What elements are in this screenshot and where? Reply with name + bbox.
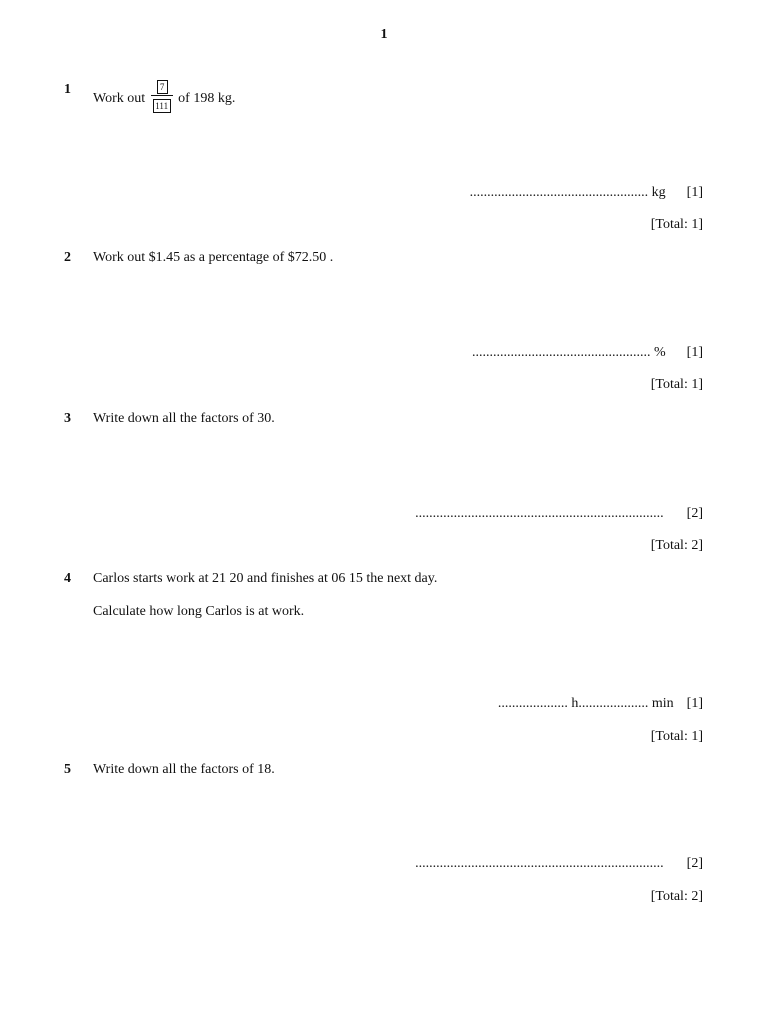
question-5-text: Write down all the factors of 18. [93, 762, 275, 777]
question-5-number: 5 [64, 762, 71, 777]
question-1-total: [Total: 1] [650, 217, 703, 232]
marks-label: [2] [686, 506, 703, 521]
answer-line[interactable]: ................................................... % [472, 345, 666, 360]
question-4-text-2: Calculate how long Carlos is at work. [93, 604, 305, 619]
question-3-number: 3 [64, 411, 71, 426]
question-2-total: [Total: 1] [650, 377, 703, 392]
fraction-numerator: 7 [157, 80, 168, 94]
answer-line[interactable]: ................................................... kg [469, 185, 666, 200]
question-2-text: Work out $1.45 as a percentage of $72.50 . [93, 250, 334, 265]
question-3-total: [Total: 2] [650, 538, 703, 553]
question-2-number: 2 [64, 250, 71, 265]
question-4-total: [Total: 1] [650, 729, 703, 744]
question-3-text: Write down all the factors of 30. [93, 411, 275, 426]
question-4-answer-row [498, 696, 703, 712]
question-4-number: 4 [64, 571, 71, 586]
question-5-answer-row [415, 856, 703, 872]
marks-label: [1] [686, 696, 703, 711]
question-2-answer-row [472, 345, 703, 361]
answer-line[interactable]: ....................................................................... [415, 506, 664, 521]
question-5-total: [Total: 2] [650, 889, 703, 904]
question-1-text [93, 82, 235, 116]
fraction [151, 80, 173, 114]
answer-line[interactable]: .................... h.................... min [497, 696, 674, 711]
answer-line[interactable]: ....................................................................... [415, 856, 664, 871]
page-number: 1 [380, 27, 388, 42]
marks-label: [1] [686, 345, 703, 360]
question-1-text-before: Work out [93, 91, 146, 107]
question-1-text-after: of 198 kg. [178, 91, 236, 107]
marks-label: [2] [686, 856, 703, 871]
fraction-bar [151, 95, 173, 96]
question-4-text: Carlos starts work at 21 20 and finishes at 06 15 the next day. [93, 571, 438, 586]
question-3-answer-row [415, 506, 703, 522]
marks-label: [1] [686, 185, 703, 200]
fraction-denominator: 111 [153, 99, 171, 113]
question-1-answer-row [470, 185, 703, 201]
question-1-number: 1 [64, 82, 71, 97]
